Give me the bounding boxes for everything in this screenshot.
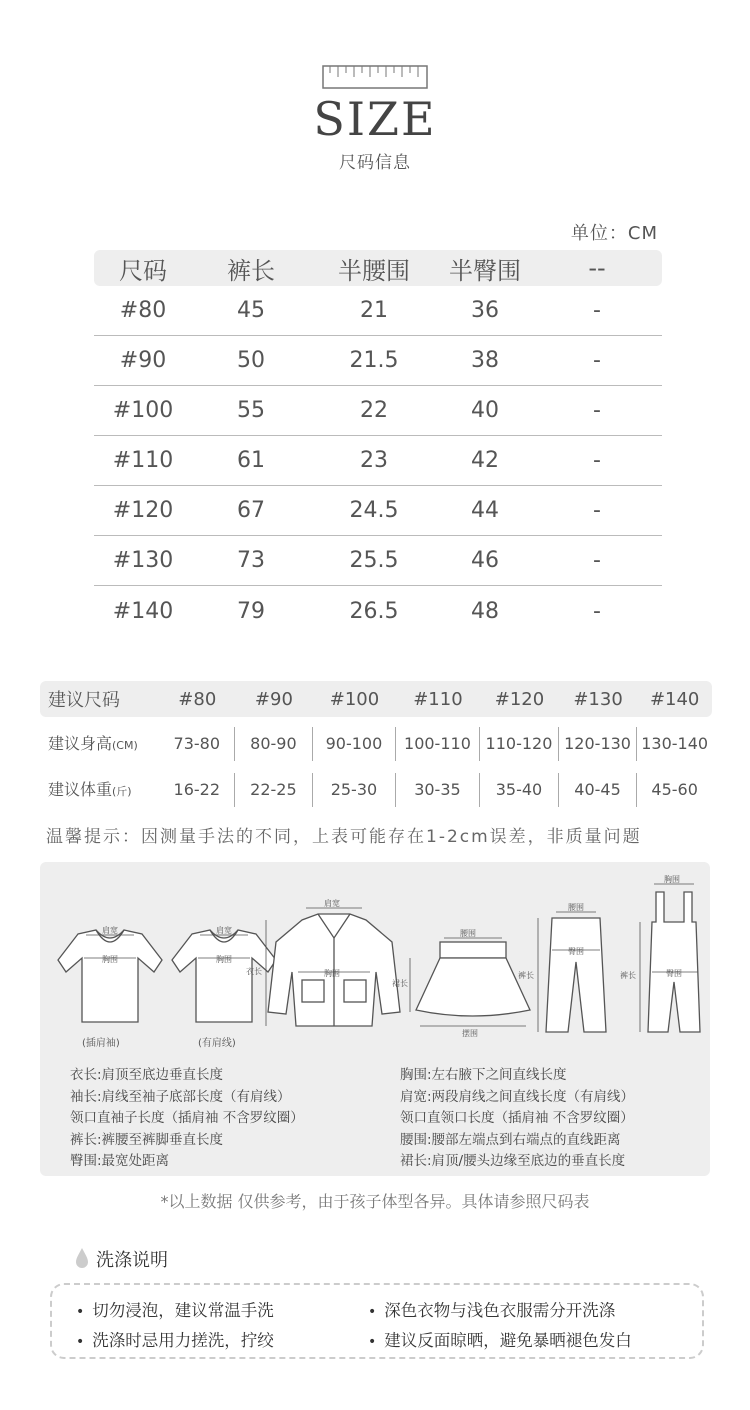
table-cell: 21 [360, 298, 388, 323]
label-skirt-length: 裙长 [392, 979, 408, 988]
cell: 16-22 [160, 773, 235, 807]
unit-label: 单位：CM [570, 223, 658, 244]
label-hem: 摆围 [462, 1029, 478, 1038]
header-cell: -- [588, 254, 606, 282]
wash-box [50, 1283, 704, 1359]
table-cell: - [593, 448, 601, 473]
definition-line: 领口直袖子长度（插肩袖 不含罗纹圈） [70, 1110, 304, 1126]
cell: 100-110 [396, 727, 480, 761]
wash-item: • 切勿浸泡，建议常温手洗 [76, 1297, 274, 1321]
cell: 22-25 [235, 773, 314, 807]
label-chest-3: 胸围 [324, 969, 340, 978]
definition-line: 裤长:裤腰至裤脚垂直长度 [70, 1131, 224, 1148]
tip-text: 温馨提示：因测量手法的不同，上表可能存在1-2cm误差，非质量问题 [46, 827, 642, 847]
measurement-diagrams [40, 862, 710, 1062]
header-cell: 半臀围 [449, 256, 521, 285]
cell: 110-120 [480, 727, 559, 761]
cell: 25-30 [313, 773, 396, 807]
cell: 45-60 [651, 780, 698, 799]
label-pants-length: 裤长 [518, 971, 534, 980]
cell: 73-80 [160, 727, 235, 761]
definition-line: 衣长:肩顶至底边垂直长度 [70, 1067, 224, 1083]
label-chest-overalls: 胸围 [664, 875, 680, 884]
table-cell: #100 [112, 398, 174, 423]
definitions-left [70, 1065, 390, 1173]
table-cell: 38 [471, 348, 499, 373]
label-shoulder-1: 肩宽 [102, 926, 118, 935]
label-hip-overalls: 臀围 [666, 969, 682, 978]
table-row [94, 386, 662, 436]
definition-line: 臀围:最宽处距离 [70, 1153, 170, 1169]
definition-line: 肩宽:两段肩线之间直线长度（有肩线） [400, 1088, 635, 1105]
table-row [94, 486, 662, 536]
table-cell: 26.5 [349, 598, 399, 624]
table-cell: - [593, 498, 601, 523]
cell: 90-100 [313, 727, 396, 761]
wash-title: 洗涤说明 [96, 1250, 168, 1271]
table-cell: #120 [112, 498, 174, 523]
row-label: 建议体重(斤) [48, 780, 132, 799]
table-cell: - [593, 398, 601, 423]
wash-item: • 深色衣物与浅色衣服需分开洗涤 [368, 1297, 615, 1321]
table-cell: 40 [471, 398, 499, 423]
table-cell: #130 [112, 548, 174, 573]
recommend-table [40, 681, 712, 813]
table-cell: 73 [237, 548, 265, 573]
table-cell: 23 [360, 448, 388, 473]
header-cell: #140 [649, 688, 700, 710]
header-cell: #100 [329, 688, 380, 710]
reference-note: *以上数据 仅供参考，由于孩子体型各异。具体请参照尺码表 [160, 1192, 590, 1211]
cell: 130-140 [641, 734, 709, 753]
height-row [40, 721, 712, 767]
shirt2-caption: (有肩线) [198, 1038, 236, 1049]
table-cell: 61 [237, 448, 265, 473]
page-title: SIZE [313, 92, 437, 146]
table-row [94, 336, 662, 386]
header-cell: 半腰围 [338, 256, 410, 285]
cell: 120-130 [559, 727, 638, 761]
table-cell: - [593, 598, 601, 624]
table-cell: - [593, 348, 601, 373]
shirt1-caption: (插肩袖) [82, 1038, 120, 1049]
label-chest-2: 胸围 [216, 955, 232, 964]
label-length: 衣长 [246, 967, 262, 976]
table-row [94, 436, 662, 486]
table-cell: 24.5 [349, 498, 399, 523]
wash-item: • 洗涤时忌用力搓洗，拧绞 [76, 1327, 274, 1351]
definition-line: 领口直领口长度（插肩袖 不含罗纹圈） [400, 1110, 634, 1126]
definition-line: 袖长:肩线至袖子底部长度（有肩线） [70, 1088, 291, 1105]
label-waist-skirt: 腰围 [460, 929, 476, 938]
table-cell: 22 [360, 398, 388, 423]
table-row [94, 586, 662, 636]
label-shoulder-2: 肩宽 [216, 926, 232, 935]
table-cell: #80 [119, 298, 167, 323]
header-cell: 建议尺码 [48, 690, 120, 711]
header-cell: 尺码 [119, 256, 167, 285]
table-cell: 79 [237, 598, 265, 624]
size-table-header [94, 250, 662, 286]
table-cell: 44 [471, 498, 499, 523]
header-cell: #90 [254, 688, 293, 710]
label-overalls-length: 裤长 [620, 971, 636, 980]
table-row [94, 536, 662, 586]
table-cell: #140 [112, 598, 174, 624]
header-cell: #110 [413, 688, 463, 710]
table-cell: 55 [237, 398, 265, 423]
wash-item: • 建议反面晾晒，避免暴晒褪色发白 [368, 1327, 632, 1351]
ruler-icon [322, 65, 428, 89]
table-cell: #90 [119, 348, 167, 373]
cell: 35-40 [480, 773, 559, 807]
measurement-panel [40, 862, 710, 1176]
table-cell: 45 [237, 298, 265, 323]
definition-line: 胸围:左右腋下之间直线长度 [400, 1067, 567, 1083]
table-cell: - [593, 298, 601, 323]
table-cell: 42 [471, 448, 499, 473]
label-chest-1: 胸围 [102, 955, 118, 964]
table-cell: 50 [237, 348, 265, 373]
definition-line: 裙长:肩顶/腰头边缘至底边的垂直长度 [400, 1153, 626, 1169]
recommend-header [40, 681, 712, 717]
table-cell: 21.5 [349, 348, 399, 373]
header-cell: #120 [494, 688, 545, 710]
definition-line: 腰围:腰部左端点到右端点的直线距离 [400, 1131, 621, 1148]
table-cell: 25.5 [349, 548, 399, 573]
weight-row [40, 767, 712, 813]
cell: 40-45 [559, 773, 638, 807]
size-table [94, 250, 662, 636]
row-label: 建议身高(CM) [48, 734, 138, 753]
label-waist-pants: 腰围 [568, 903, 584, 912]
label-shoulder-3: 肩宽 [324, 899, 340, 908]
table-cell: 67 [237, 498, 265, 523]
page-subtitle: 尺码信息 [339, 153, 411, 173]
header-cell: #130 [573, 688, 623, 710]
table-cell: 46 [471, 548, 499, 573]
table-cell: 36 [471, 298, 499, 323]
header-cell: #80 [178, 688, 217, 710]
label-hip-pants: 臀围 [568, 947, 584, 956]
table-cell: #110 [112, 448, 174, 473]
definitions-right [400, 1065, 700, 1173]
table-cell: - [593, 548, 601, 573]
cell: 80-90 [235, 727, 314, 761]
table-row [94, 286, 662, 336]
table-cell: 48 [471, 598, 499, 624]
header-cell: 裤长 [227, 256, 275, 285]
cell: 30-35 [396, 773, 480, 807]
